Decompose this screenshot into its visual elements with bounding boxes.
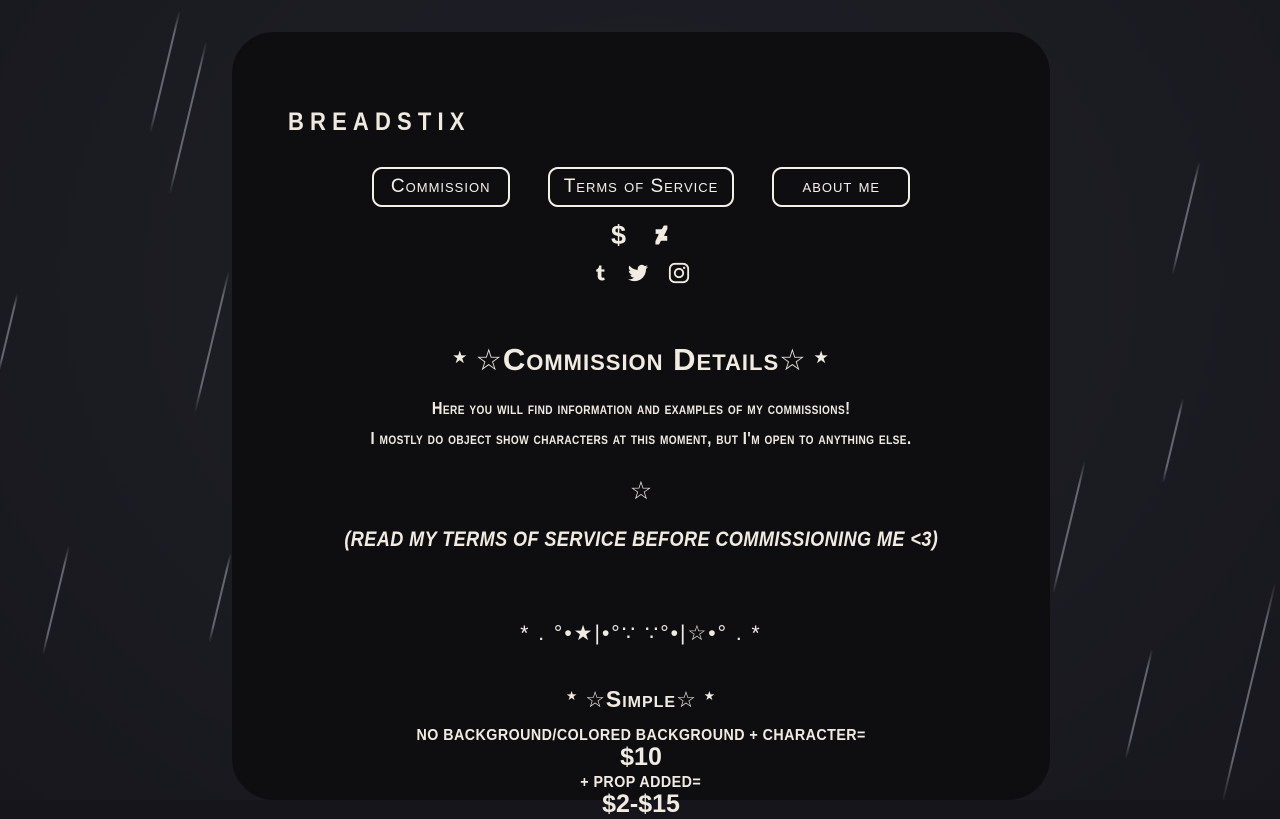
small-star-icon: ★ xyxy=(813,348,830,367)
social-links xyxy=(232,260,1050,286)
background-streak xyxy=(1125,649,1152,757)
main-nav xyxy=(232,167,1050,207)
nav-button-about-me[interactable]: about me xyxy=(772,167,910,207)
background-streak xyxy=(209,554,231,642)
terms-of-service-note: (READ MY TERMS OF SERVICE BEFORE COMMISSIONING ME <3) xyxy=(344,528,938,551)
instagram-icon[interactable] xyxy=(668,262,690,284)
section-heading-commission-details xyxy=(232,342,1050,378)
ornament-divider: * . °•★|•°∵ ∵°•|☆•° . * xyxy=(520,622,762,645)
background-streak xyxy=(150,12,180,132)
deviantart-icon[interactable] xyxy=(652,223,671,247)
price-row-label: + PROP ADDED= xyxy=(580,774,702,791)
dollar-icon[interactable]: $ xyxy=(610,219,627,250)
background-streak xyxy=(42,546,69,653)
section-heading-simple xyxy=(232,686,1050,713)
background-streak xyxy=(0,294,18,372)
outline-star-icon: ☆ xyxy=(676,687,697,712)
twitter-icon[interactable] xyxy=(626,263,650,283)
heading-text: Simple xyxy=(605,686,677,712)
outline-star-icon: ☆ xyxy=(779,344,807,377)
content-card xyxy=(232,32,1050,818)
star-divider-icon: ☆ xyxy=(629,477,653,505)
background-streak xyxy=(1162,399,1183,482)
tumblr-icon[interactable] xyxy=(593,261,608,285)
intro-text-line2: I mostly do object show characters at this moment, but I'm open to anything else. xyxy=(370,428,912,448)
site-title[interactable]: BREADSTIX xyxy=(288,108,471,136)
nav-button-terms-of-service[interactable]: Terms of Service xyxy=(548,167,735,207)
background-streak xyxy=(1222,584,1275,800)
price-row-value: $2-$15 xyxy=(602,790,680,818)
background-streak xyxy=(194,272,229,411)
intro-text-line1: Here you will find information and examples of my commissions! xyxy=(431,398,851,418)
price-row-label: NO BACKGROUND/COLORED BACKGROUND + CHARACTER= xyxy=(416,727,866,744)
background-streak xyxy=(1052,462,1085,593)
outline-star-icon: ☆ xyxy=(475,344,503,377)
heading-text: Commission Details xyxy=(502,342,780,377)
outline-star-icon: ☆ xyxy=(585,687,606,712)
small-star-icon: ★ xyxy=(703,689,717,703)
small-star-icon: ★ xyxy=(565,689,579,703)
background-streak xyxy=(1172,162,1200,273)
background-streak xyxy=(169,43,206,193)
nav-button-commission[interactable]: Commission xyxy=(372,167,510,207)
payment-links xyxy=(232,220,1050,250)
price-row-value: $10 xyxy=(620,743,662,771)
small-star-icon: ★ xyxy=(452,348,469,367)
